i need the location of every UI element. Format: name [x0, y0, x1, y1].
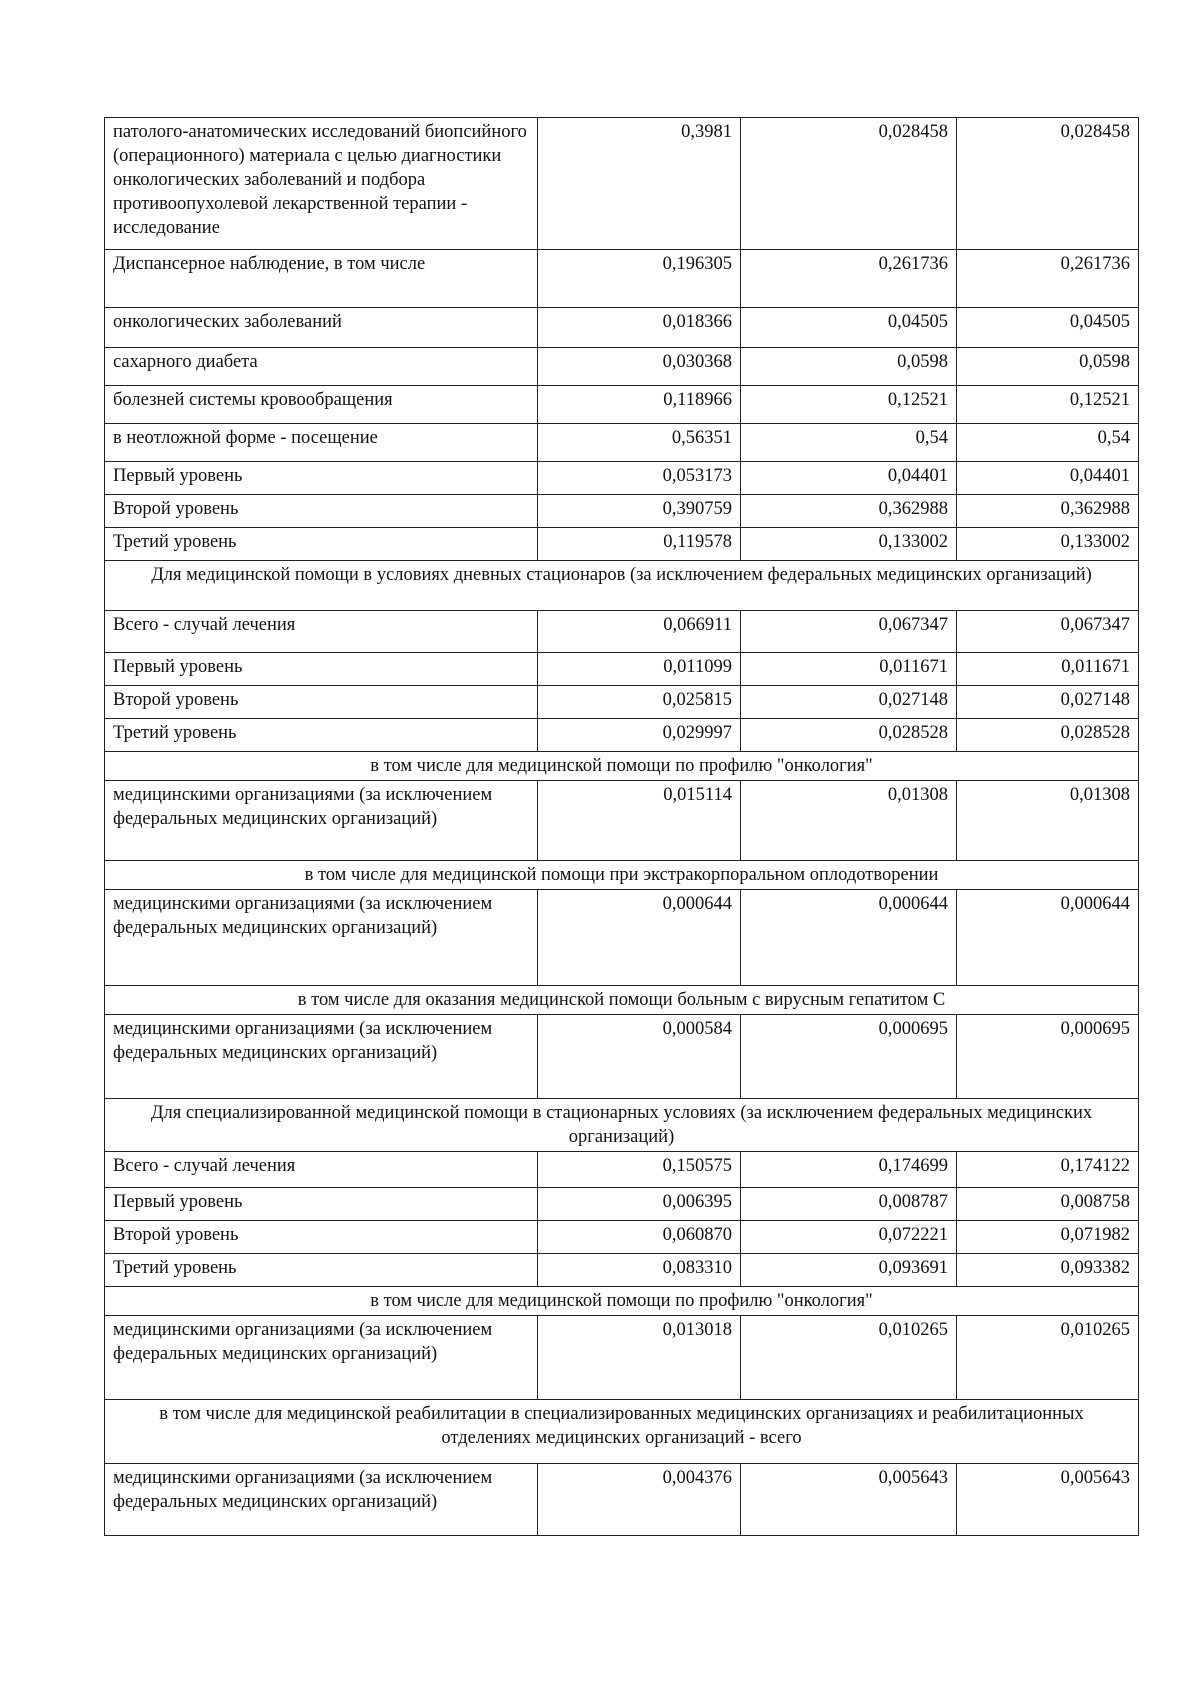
value-cell: 0,000695: [741, 1015, 957, 1099]
section-title: в том числе для оказания медицинской помощи больным с вирусным гепатитом С: [105, 986, 1139, 1015]
row-label: медицинскими организациями (за исключением федеральных медицинских организаций): [105, 1316, 538, 1400]
table-row: [105, 424, 1139, 462]
row-label: Первый уровень: [105, 653, 538, 686]
value-cell: 0,093691: [741, 1254, 957, 1287]
row-label: медицинскими организациями (за исключением федеральных медицинских организаций): [105, 781, 538, 861]
value-cell: 0,12521: [957, 386, 1139, 424]
value-cell: 0,028458: [957, 118, 1139, 250]
table-row: [105, 1254, 1139, 1287]
value-cell: 0,028528: [741, 719, 957, 752]
value-cell: 0,133002: [957, 528, 1139, 561]
value-cell: 0,261736: [957, 250, 1139, 308]
value-cell: 0,072221: [741, 1221, 957, 1254]
section-title: Для специализированной медицинской помощи в стационарных условиях (за исключением федеральных медицинских организаций): [105, 1099, 1139, 1152]
row-label: Второй уровень: [105, 686, 538, 719]
table-row: [105, 719, 1139, 752]
table-row: [105, 462, 1139, 495]
row-label: Третий уровень: [105, 719, 538, 752]
value-cell: 0,000644: [957, 890, 1139, 986]
value-cell: 0,093382: [957, 1254, 1139, 1287]
section-header-row: [105, 861, 1139, 890]
row-label: Второй уровень: [105, 1221, 538, 1254]
value-cell: 0,0598: [957, 348, 1139, 386]
value-cell: 0,150575: [538, 1152, 741, 1188]
row-label: медицинскими организациями (за исключением федеральных медицинских организаций): [105, 1464, 538, 1536]
value-cell: 0,067347: [741, 611, 957, 653]
value-cell: 0,54: [957, 424, 1139, 462]
value-cell: 0,027148: [957, 686, 1139, 719]
table-row: [105, 890, 1139, 986]
value-cell: 0,362988: [741, 495, 957, 528]
table-row: [105, 386, 1139, 424]
table-row: [105, 250, 1139, 308]
value-cell: 0,008787: [741, 1188, 957, 1221]
value-cell: 0,010265: [741, 1316, 957, 1400]
value-cell: 0,174699: [741, 1152, 957, 1188]
value-cell: 0,005643: [957, 1464, 1139, 1536]
value-cell: 0,015114: [538, 781, 741, 861]
value-cell: 0,013018: [538, 1316, 741, 1400]
value-cell: 0,028458: [741, 118, 957, 250]
table-row: [105, 1464, 1139, 1536]
value-cell: 0,362988: [957, 495, 1139, 528]
value-cell: 0,071982: [957, 1221, 1139, 1254]
row-label: медицинскими организациями (за исключением федеральных медицинских организаций): [105, 890, 538, 986]
table-row: [105, 781, 1139, 861]
value-cell: 0,56351: [538, 424, 741, 462]
value-cell: 0,54: [741, 424, 957, 462]
row-label: Второй уровень: [105, 495, 538, 528]
row-label: патолого-анатомических исследований биопсийного (операционного) материала с целью диагностики онкологических заболеваний и подбора противоопухолевой лекарственной терапии - исследование: [105, 118, 538, 250]
row-label: Диспансерное наблюдение, в том числе: [105, 250, 538, 308]
value-cell: 0,01308: [957, 781, 1139, 861]
row-label: Первый уровень: [105, 462, 538, 495]
value-cell: 0,174122: [957, 1152, 1139, 1188]
value-cell: 0,018366: [538, 308, 741, 348]
table-row: [105, 495, 1139, 528]
row-label: в неотложной форме - посещение: [105, 424, 538, 462]
row-label: медицинскими организациями (за исключением федеральных медицинских организаций): [105, 1015, 538, 1099]
section-header-row: [105, 1099, 1139, 1152]
value-cell: 0,01308: [741, 781, 957, 861]
value-cell: 0,028528: [957, 719, 1139, 752]
value-cell: 0,004376: [538, 1464, 741, 1536]
table-row: [105, 1015, 1139, 1099]
value-cell: 0,12521: [741, 386, 957, 424]
value-cell: 0,008758: [957, 1188, 1139, 1221]
table-row: [105, 118, 1139, 250]
value-cell: 0,04401: [741, 462, 957, 495]
value-cell: 0,04505: [741, 308, 957, 348]
value-cell: 0,3981: [538, 118, 741, 250]
value-cell: 0,029997: [538, 719, 741, 752]
value-cell: 0,000644: [538, 890, 741, 986]
value-cell: 0,067347: [957, 611, 1139, 653]
value-cell: 0,000695: [957, 1015, 1139, 1099]
table-row: [105, 611, 1139, 653]
value-cell: 0,025815: [538, 686, 741, 719]
section-title: в том числе для медицинской помощи по профилю "онкология": [105, 1287, 1139, 1316]
value-cell: 0,006395: [538, 1188, 741, 1221]
value-cell: 0,119578: [538, 528, 741, 561]
section-header-row: [105, 752, 1139, 781]
value-cell: 0,030368: [538, 348, 741, 386]
section-header-row: [105, 986, 1139, 1015]
value-cell: 0,060870: [538, 1221, 741, 1254]
value-cell: 0,04401: [957, 462, 1139, 495]
value-cell: 0,118966: [538, 386, 741, 424]
row-label: Всего - случай лечения: [105, 1152, 538, 1188]
value-cell: 0,005643: [741, 1464, 957, 1536]
value-cell: 0,261736: [741, 250, 957, 308]
row-label: онкологических заболеваний: [105, 308, 538, 348]
row-label: сахарного диабета: [105, 348, 538, 386]
table-row: [105, 348, 1139, 386]
value-cell: 0,196305: [538, 250, 741, 308]
value-cell: 0,011671: [957, 653, 1139, 686]
section-title: в том числе для медицинской реабилитации в специализированных медицинских организациях и реабилитационных отделениях медицинских организаций - всего: [105, 1400, 1139, 1464]
section-title: в том числе для медицинской помощи по профилю "онкология": [105, 752, 1139, 781]
value-cell: 0,053173: [538, 462, 741, 495]
table-row: [105, 528, 1139, 561]
value-cell: 0,133002: [741, 528, 957, 561]
value-cell: 0,011099: [538, 653, 741, 686]
row-label: Первый уровень: [105, 1188, 538, 1221]
table-row: [105, 1316, 1139, 1400]
table-row: [105, 653, 1139, 686]
row-label: Третий уровень: [105, 528, 538, 561]
data-table: [104, 117, 1139, 1536]
value-cell: 0,390759: [538, 495, 741, 528]
value-cell: 0,027148: [741, 686, 957, 719]
table-row: [105, 1221, 1139, 1254]
table-row: [105, 1152, 1139, 1188]
value-cell: 0,066911: [538, 611, 741, 653]
section-header-row: [105, 1400, 1139, 1464]
row-label: Всего - случай лечения: [105, 611, 538, 653]
section-title: в том числе для медицинской помощи при экстракорпоральном оплодотворении: [105, 861, 1139, 890]
row-label: болезней системы кровообращения: [105, 386, 538, 424]
section-title: Для медицинской помощи в условиях дневных стационаров (за исключением федеральных медицинских организаций): [105, 561, 1139, 611]
value-cell: 0,010265: [957, 1316, 1139, 1400]
value-cell: 0,083310: [538, 1254, 741, 1287]
table-row: [105, 1188, 1139, 1221]
row-label: Третий уровень: [105, 1254, 538, 1287]
value-cell: 0,011671: [741, 653, 957, 686]
value-cell: 0,0598: [741, 348, 957, 386]
section-header-row: [105, 1287, 1139, 1316]
table-row: [105, 308, 1139, 348]
table-row: [105, 686, 1139, 719]
value-cell: 0,000644: [741, 890, 957, 986]
value-cell: 0,04505: [957, 308, 1139, 348]
value-cell: 0,000584: [538, 1015, 741, 1099]
section-header-row: [105, 561, 1139, 611]
